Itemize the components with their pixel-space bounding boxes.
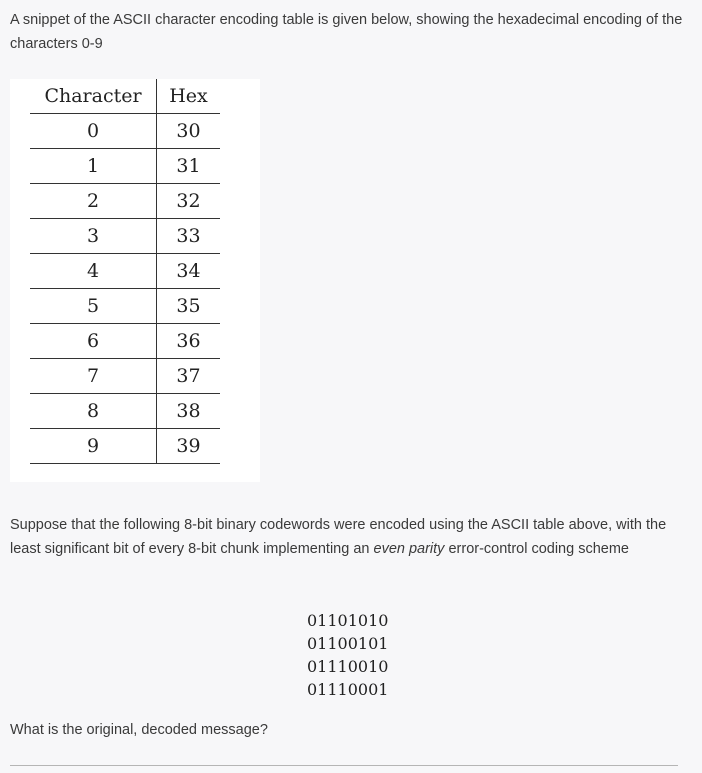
question-emphasis: even parity [373,541,445,557]
question-text-end: error-control coding scheme [444,541,629,557]
character-cell: 6 [30,324,157,359]
codeword-list [307,609,388,701]
table-row [30,254,220,289]
question-text [10,513,690,561]
hex-cell: 35 [157,289,221,324]
hex-cell: 34 [157,254,221,289]
character-cell: 8 [30,394,157,429]
ascii-table [30,79,220,464]
question-prompt: What is the original, decoded message? [10,722,268,738]
hex-cell: 38 [157,394,221,429]
table-header-row [30,79,220,114]
character-cell: 3 [30,219,157,254]
character-cell: 0 [30,114,157,149]
table-row [30,359,220,394]
character-cell: 4 [30,254,157,289]
hex-cell: 31 [157,149,221,184]
table-row [30,289,220,324]
question-text-start: Suppose that the following 8-bit binary codewords were encoded using the ASCII table above, with the least significant bit of every 8-bit chunk implementing an [10,517,667,557]
character-cell: 2 [30,184,157,219]
hex-cell: 30 [157,114,221,149]
hex-cell: 36 [157,324,221,359]
character-cell: 5 [30,289,157,324]
header-hex: Hex [157,79,221,114]
hex-cell: 32 [157,184,221,219]
answer-input-line[interactable] [10,765,678,766]
table-row [30,114,220,149]
codeword: 01100101 [307,634,389,653]
codeword: 01110001 [307,680,389,699]
header-character: Character [30,79,157,114]
codeword: 01110010 [307,657,389,676]
hex-cell: 39 [157,429,221,464]
character-cell: 1 [30,149,157,184]
ascii-table-card [10,79,260,482]
table-row [30,394,220,429]
codeword: 01101010 [307,611,389,630]
table-row [30,184,220,219]
table-row [30,219,220,254]
table-row [30,324,220,359]
hex-cell: 33 [157,219,221,254]
table-row [30,429,220,464]
hex-cell: 37 [157,359,221,394]
table-row [30,149,220,184]
intro-text: A snippet of the ASCII character encoding table is given below, showing the hexadecimal encoding of the characters 0-9 [10,12,683,52]
character-cell: 7 [30,359,157,394]
character-cell: 9 [30,429,157,464]
